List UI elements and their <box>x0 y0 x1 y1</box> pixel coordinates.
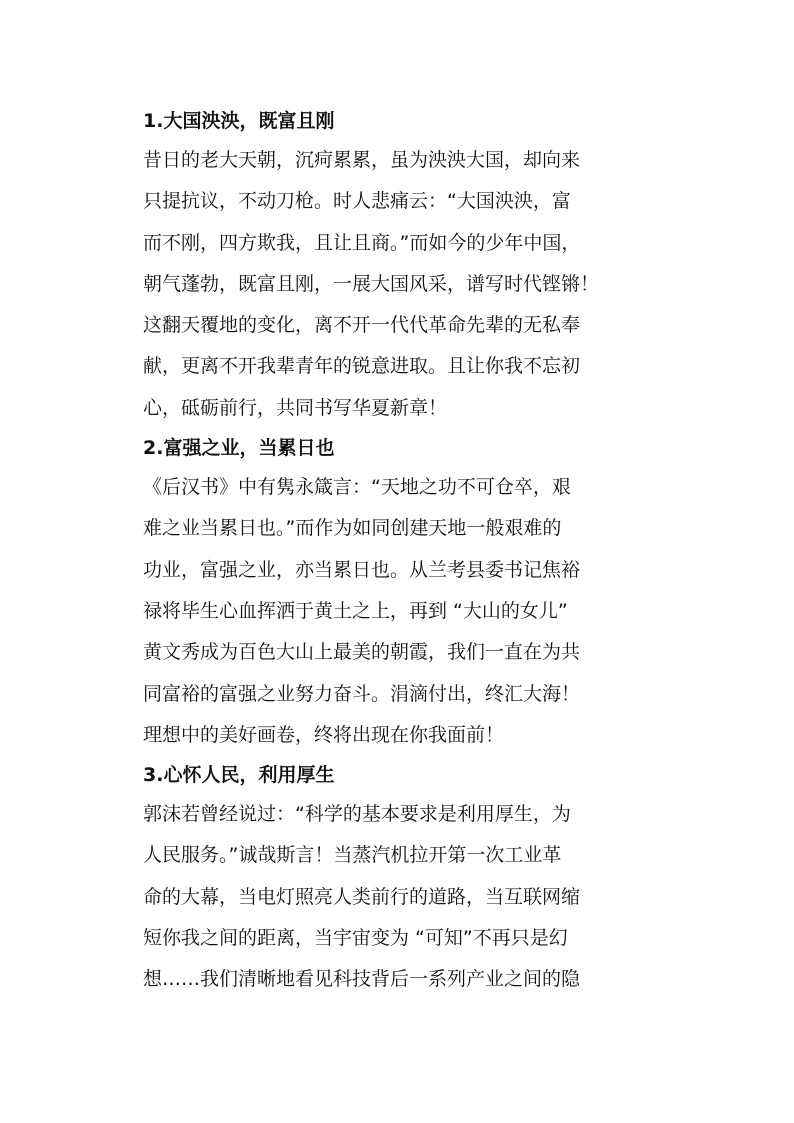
section-1-line-6: 献，更离不开我辈青年的锐意进取。且让你我不忘初 <box>143 355 581 378</box>
document-body <box>143 102 663 1001</box>
section-1-heading: 1.大国泱泱，既富且刚 <box>143 110 335 132</box>
section-2-line-1: 《后汉书》中有隽永箴言：“天地之功不可仓卒，艰 <box>143 476 571 499</box>
section-3-line-3: 命的大幕，当电灯照亮人类前行的道路，当互联网缩 <box>143 885 581 908</box>
section-2-line-5: 黄文秀成为百色大山上最美的朝霞，我们一直在为共 <box>143 641 581 664</box>
section-2-line-3: 功业，富强之业，亦当累日也。从兰考县委书记焦裕 <box>143 558 581 581</box>
section-3-line-4: 短你我之间的距离，当宇宙变为 “可知”不再只是幻 <box>143 927 568 950</box>
section-2-line-4: 禄将毕生心血挥洒于黄土之上，再到 “大山的女儿” <box>143 599 568 622</box>
section-2-line-7: 理想中的美好画卷，终将出现在你我面前！ <box>143 723 505 746</box>
section-1-line-2: 只提抗议，不动刀枪。时人悲痛云：“大国泱泱，富 <box>143 190 571 213</box>
section-1-line-7: 心，砥砺前行，共同书写华夏新章！ <box>143 396 448 419</box>
section-3-line-2: 人民服务。”诚哉斯言！当蒸汽机拉开第一次工业革 <box>143 844 562 867</box>
section-1-line-1: 昔日的老大天朝，沉疴累累，虽为泱泱大国，却向来 <box>143 149 581 171</box>
section-2-line-6: 同富裕的富强之业努力奋斗。涓滴付出，终汇大海！ <box>143 682 581 705</box>
section-2-line-2: 难之业当累日也。”而作为如同创建天地一般艰难的 <box>143 517 562 540</box>
section-3-heading: 3.心怀人民，利用厚生 <box>143 764 335 787</box>
section-2-heading: 2.富强之业，当累日也 <box>143 437 335 460</box>
section-3-line-1: 郭沫若曾经说过：“科学的基本要求是利用厚生，为 <box>143 803 571 826</box>
section-1-line-3: 而不刚，四方欺我，且让且商。”而如今的少年中国， <box>143 231 581 254</box>
section-1-line-4: 朝气蓬勃，既富且刚，一展大国风采，谱写时代铿锵！ <box>143 272 600 295</box>
section-3-line-5: 想……我们清晰地看见科技背后一系列产业之间的隐 <box>143 968 581 991</box>
section-1-line-5: 这翻天覆地的变化，离不开一代代革命先辈的无私奉 <box>143 314 581 337</box>
